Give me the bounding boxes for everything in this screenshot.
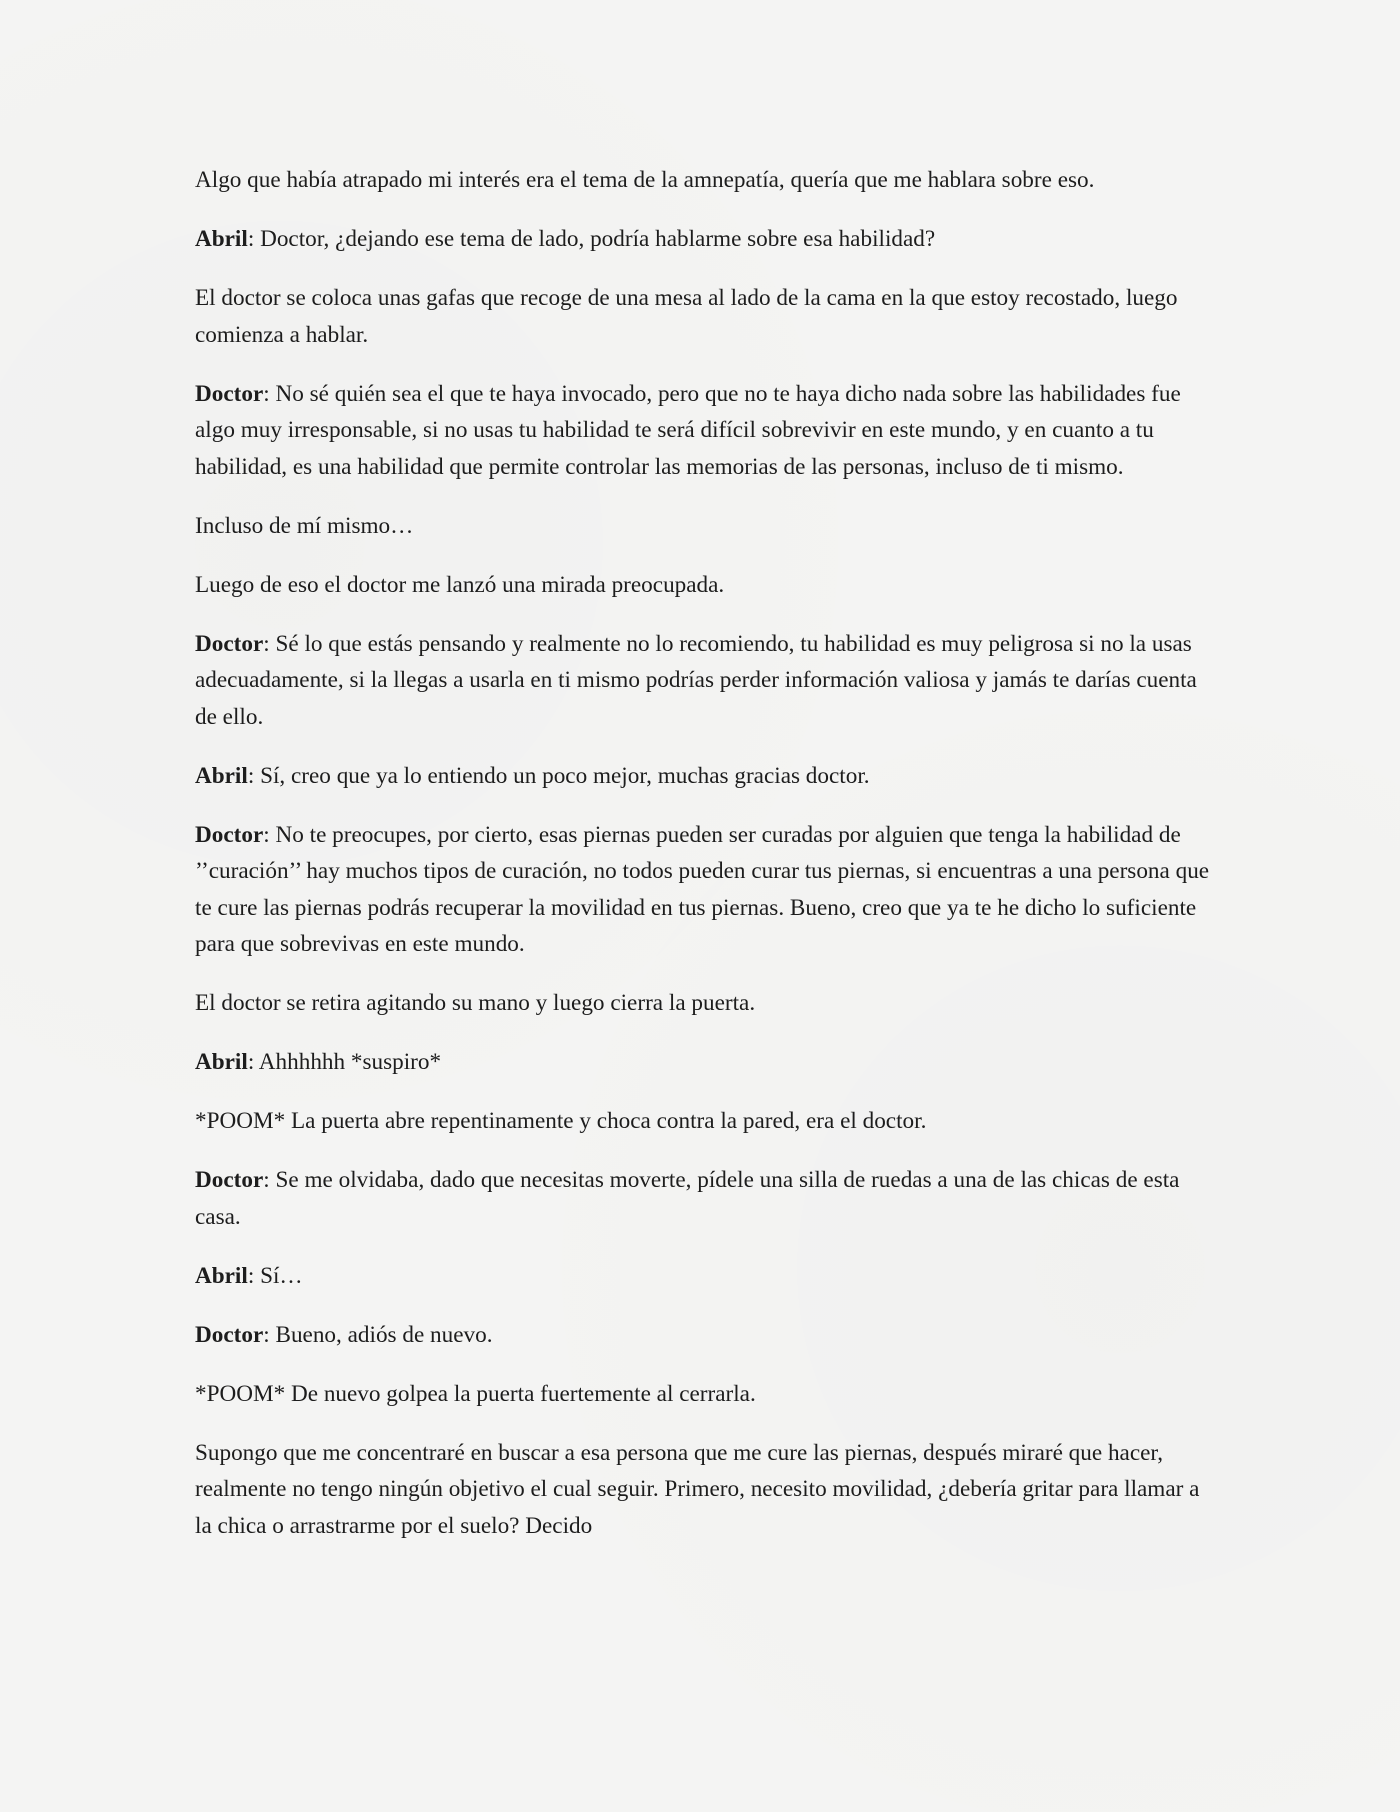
- paragraph-text: *POOM* De nuevo golpea la puerta fuertemente al cerrarla.: [195, 1380, 756, 1407]
- dialogue-abril-1: [195, 221, 1210, 258]
- dialogue-doctor-2: [195, 626, 1210, 736]
- paragraph-12: [195, 1103, 1210, 1140]
- speaker-name: Abril: [195, 1262, 248, 1289]
- dialogue-doctor-3: [195, 817, 1210, 963]
- speaker-name: Doctor: [195, 1167, 264, 1193]
- paragraph-5: [195, 508, 1210, 545]
- paragraph-17: [195, 1435, 1210, 1545]
- speaker-name: Doctor: [195, 821, 264, 848]
- dialogue-text: : No te preocupes, por cierto, esas piernas pueden ser curadas por alguien que tenga la habilidad de ’’curación’’ hay muchos tipos de curación, no todos pueden curar tus piernas, si encuentras a una persona que te cure las piernas podrás recuperar la movilidad en tus piernas. Bueno, creo que ya te he dicho lo suficiente para que sobrevivas en este mundo.: [195, 821, 1210, 957]
- speaker-name: Abril: [195, 762, 248, 789]
- paragraph-text: El doctor se retira agitando su mano y luego cierra la puerta.: [195, 990, 756, 1016]
- speaker-name: Doctor: [195, 380, 264, 407]
- speaker-name: Abril: [195, 226, 248, 252]
- paragraph-text: Supongo que me concentraré en buscar a esa persona que me cure las piernas, después miraré que hacer, realmente no tengo ningún objetivo el cual seguir. Primero, necesito movilidad, ¿debería gritar para llamar a la chica o arrastrarme por el suelo? Decido: [195, 1439, 1200, 1539]
- paragraph-6: [195, 567, 1210, 604]
- paragraph-text: Algo que había atrapado mi interés era el tema de la amnepatía, quería que me hablara sobre eso.: [195, 167, 1095, 193]
- paragraph-text: *POOM* La puerta abre repentinamente y choca contra la pared, era el doctor.: [195, 1108, 927, 1134]
- paragraph-10: [195, 985, 1210, 1022]
- paragraph-3: [195, 280, 1210, 353]
- paragraph-text: Incluso de mí mismo…: [195, 512, 414, 539]
- dialogue-text: : Sé lo que estás pensando y realmente no lo recomiendo, tu habilidad es muy peligrosa si no la usas adecuadamente, si la llegas a usarla en ti mismo podrías perder información valiosa y jamás te darías cuenta de ello.: [195, 630, 1197, 730]
- paragraph-text: Luego de eso el doctor me lanzó una mirada preocupada.: [195, 571, 725, 598]
- dialogue-abril-2: [195, 758, 1210, 795]
- paragraph-16: [195, 1376, 1210, 1413]
- dialogue-text: : Doctor, ¿dejando ese tema de lado, podría hablarme sobre esa habilidad?: [247, 226, 936, 252]
- speaker-name: Doctor: [195, 1321, 264, 1348]
- dialogue-abril-3: [195, 1044, 1210, 1081]
- dialogue-abril-4: [195, 1258, 1210, 1295]
- dialogue-text: : Sí, creo que ya lo entiendo un poco mejor, muchas gracias doctor.: [247, 762, 870, 789]
- dialogue-text: : No sé quién sea el que te haya invocado, pero que no te haya dicho nada sobre las habilidades fue algo muy irresponsable, si no usas tu habilidad te será difícil sobrevivir en este mundo, y en cuanto a tu habilidad, es una habilidad que permite controlar las memorias de las personas, incluso de ti mismo.: [195, 380, 1181, 480]
- dialogue-doctor-1: [195, 376, 1210, 486]
- speaker-name: Abril: [195, 1049, 248, 1075]
- dialogue-text: : Bueno, adiós de nuevo.: [263, 1321, 493, 1348]
- speaker-name: Doctor: [195, 630, 264, 657]
- dialogue-text: : Ahhhhhh *suspiro*: [247, 1049, 442, 1075]
- paragraph-1: [195, 162, 1210, 199]
- dialogue-text: : Sí…: [247, 1262, 303, 1289]
- dialogue-doctor-4: [195, 1162, 1210, 1235]
- dialogue-doctor-5: [195, 1317, 1210, 1354]
- paragraph-text: El doctor se coloca unas gafas que recoge de una mesa al lado de la cama en la que estoy recostado, luego comienza a hablar.: [195, 285, 1178, 348]
- dialogue-text: : Se me olvidaba, dado que necesitas moverte, pídele una silla de ruedas a una de las chicas de esta casa.: [195, 1167, 1180, 1230]
